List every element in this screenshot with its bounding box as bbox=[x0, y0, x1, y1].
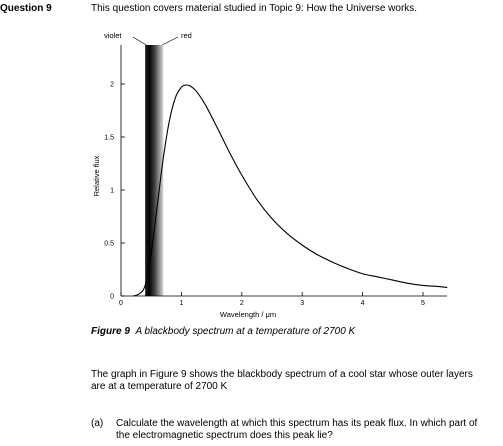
y-tick-label: 1.5 bbox=[104, 134, 114, 142]
question-paragraph: The graph in Figure 9 shows the blackbody spectrum of a cool star whose outer layers are at a temperature of 2700 K bbox=[91, 369, 473, 392]
red-label: red bbox=[181, 31, 192, 40]
x-tick-label: 4 bbox=[360, 300, 365, 307]
red-pointer bbox=[162, 37, 178, 45]
question-intro: This question covers material studied in Topic 9: How the Universe works. bbox=[91, 3, 418, 14]
x-tick-label: 5 bbox=[421, 300, 425, 307]
x-tick-label: 1 bbox=[179, 300, 184, 307]
x-tick-label: 3 bbox=[300, 300, 305, 307]
question-number: Question 9 bbox=[0, 3, 52, 14]
y-tick-label: 2 bbox=[110, 81, 114, 89]
y-tick-label: 0 bbox=[110, 293, 114, 301]
violet-pointer bbox=[133, 37, 146, 45]
figure-caption-text: A blackbody spectrum at a temperature of 2700 K bbox=[135, 326, 356, 337]
figure-label: Figure 9 bbox=[91, 326, 130, 337]
visible-spectrum-band bbox=[145, 45, 163, 296]
x-tick-label: 2 bbox=[239, 300, 244, 307]
violet-label: violet bbox=[104, 31, 122, 40]
part-a-text: Calculate the wavelength at which this spectrum has its peak flux. In which part of the electromagnetic spectrum does this peak lie? bbox=[116, 418, 478, 441]
x-tick-label: 0 bbox=[119, 300, 123, 307]
y-tick-label: 0.5 bbox=[104, 240, 114, 248]
x-axis-label: Wavelength / μm bbox=[219, 310, 277, 319]
y-tick-label: 1 bbox=[110, 187, 114, 195]
y-axis-label: Relative flux bbox=[92, 155, 101, 197]
part-a-label: (a) bbox=[91, 418, 104, 429]
figure-caption bbox=[91, 326, 355, 337]
question-part-a bbox=[91, 418, 489, 442]
blackbody-curve bbox=[133, 85, 447, 296]
